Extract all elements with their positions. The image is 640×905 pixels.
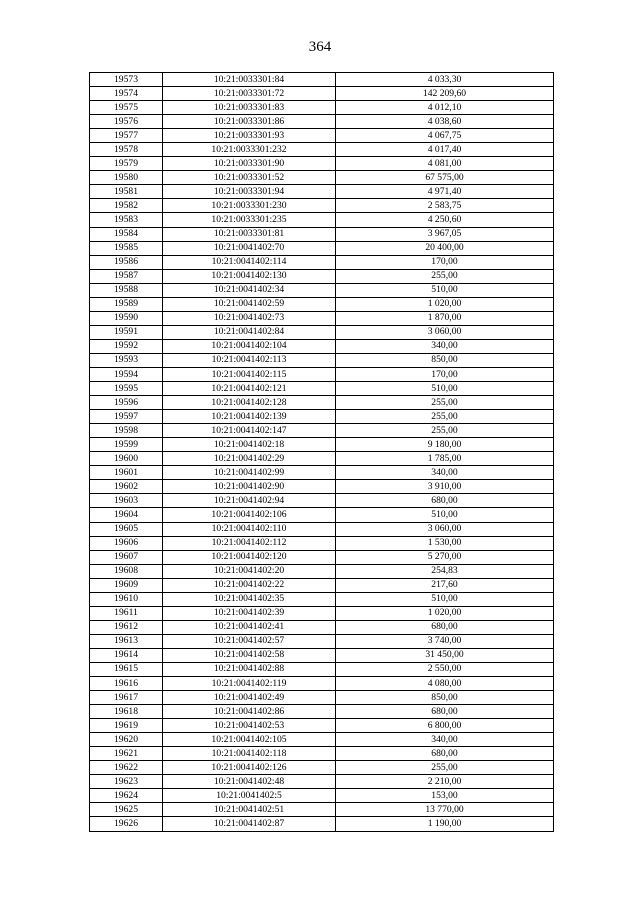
table-row xyxy=(90,269,554,283)
row-number-cell: 19619 xyxy=(90,719,163,733)
table-row xyxy=(90,396,554,410)
cadastral-number-cell: 10:21:0033301:52 xyxy=(163,171,336,185)
cadastral-number-cell: 10:21:0041402:70 xyxy=(163,241,336,255)
cadastral-value-cell: 2 550,00 xyxy=(336,662,554,676)
table-row xyxy=(90,564,554,578)
cadastral-value-cell: 510,00 xyxy=(336,283,554,297)
cadastral-number-cell: 10:21:0033301:235 xyxy=(163,213,336,227)
cadastral-number-cell: 10:21:0041402:73 xyxy=(163,311,336,325)
table-row xyxy=(90,662,554,676)
row-number-cell: 19583 xyxy=(90,213,163,227)
table-row xyxy=(90,213,554,227)
cadastral-number-cell: 10:21:0041402:110 xyxy=(163,522,336,536)
cadastral-value-cell: 680,00 xyxy=(336,494,554,508)
row-number-cell: 19618 xyxy=(90,705,163,719)
table-row xyxy=(90,339,554,353)
table-row xyxy=(90,494,554,508)
cadastral-value-cell: 4 033,30 xyxy=(336,73,554,87)
cadastral-value-cell: 4 080,00 xyxy=(336,677,554,691)
row-number-cell: 19598 xyxy=(90,424,163,438)
row-number-cell: 19586 xyxy=(90,255,163,269)
table-row xyxy=(90,199,554,213)
row-number-cell: 19588 xyxy=(90,283,163,297)
cadastral-number-cell: 10:21:0033301:232 xyxy=(163,143,336,157)
table-row xyxy=(90,325,554,339)
cadastral-number-cell: 10:21:0033301:83 xyxy=(163,101,336,115)
table-row xyxy=(90,733,554,747)
row-number-cell: 19620 xyxy=(90,733,163,747)
cadastral-number-cell: 10:21:0041402:48 xyxy=(163,775,336,789)
row-number-cell: 19577 xyxy=(90,129,163,143)
row-number-cell: 19589 xyxy=(90,297,163,311)
cadastral-value-cell: 1 870,00 xyxy=(336,311,554,325)
row-number-cell: 19593 xyxy=(90,353,163,367)
cadastral-number-cell: 10:21:0041402:126 xyxy=(163,761,336,775)
table-row xyxy=(90,171,554,185)
row-number-cell: 19580 xyxy=(90,171,163,185)
cadastral-number-cell: 10:21:0041402:120 xyxy=(163,550,336,564)
table-row xyxy=(90,255,554,269)
cadastral-value-cell: 1 530,00 xyxy=(336,536,554,550)
cadastral-number-cell: 10:21:0041402:84 xyxy=(163,325,336,339)
cadastral-number-cell: 10:21:0033301:94 xyxy=(163,185,336,199)
cadastral-number-cell: 10:21:0041402:105 xyxy=(163,733,336,747)
cadastral-number-cell: 10:21:0041402:112 xyxy=(163,536,336,550)
row-number-cell: 19581 xyxy=(90,185,163,199)
cadastral-number-cell: 10:21:0041402:94 xyxy=(163,494,336,508)
row-number-cell: 19617 xyxy=(90,691,163,705)
cadastral-number-cell: 10:21:0033301:90 xyxy=(163,157,336,171)
table-row xyxy=(90,705,554,719)
cadastral-number-cell: 10:21:0033301:86 xyxy=(163,115,336,129)
table-row xyxy=(90,536,554,550)
table-row xyxy=(90,550,554,564)
table-row xyxy=(90,297,554,311)
cadastral-value-cell: 31 450,00 xyxy=(336,648,554,662)
table-row xyxy=(90,452,554,466)
row-number-cell: 19621 xyxy=(90,747,163,761)
cadastral-value-cell: 850,00 xyxy=(336,691,554,705)
table-row xyxy=(90,691,554,705)
cadastral-value-cell: 3 910,00 xyxy=(336,480,554,494)
table-row xyxy=(90,73,554,87)
cadastral-value-cell: 5 270,00 xyxy=(336,550,554,564)
row-number-cell: 19622 xyxy=(90,761,163,775)
cadastral-number-cell: 10:21:0033301:93 xyxy=(163,129,336,143)
row-number-cell: 19578 xyxy=(90,143,163,157)
row-number-cell: 19609 xyxy=(90,578,163,592)
cadastral-number-cell: 10:21:0041402:119 xyxy=(163,677,336,691)
table-row xyxy=(90,803,554,817)
row-number-cell: 19595 xyxy=(90,382,163,396)
cadastral-value-cell: 255,00 xyxy=(336,761,554,775)
row-number-cell: 19607 xyxy=(90,550,163,564)
cadastral-number-cell: 10:21:0033301:72 xyxy=(163,87,336,101)
table-row xyxy=(90,143,554,157)
table-row xyxy=(90,227,554,241)
cadastral-number-cell: 10:21:0041402:128 xyxy=(163,396,336,410)
cadastral-number-cell: 10:21:0033301:84 xyxy=(163,73,336,87)
cadastral-value-table xyxy=(89,72,554,832)
cadastral-number-cell: 10:21:0041402:88 xyxy=(163,662,336,676)
cadastral-value-cell: 13 770,00 xyxy=(336,803,554,817)
cadastral-value-cell: 850,00 xyxy=(336,353,554,367)
row-number-cell: 19602 xyxy=(90,480,163,494)
table-row xyxy=(90,311,554,325)
row-number-cell: 19601 xyxy=(90,466,163,480)
table-row xyxy=(90,620,554,634)
cadastral-value-cell: 1 190,00 xyxy=(336,817,554,831)
cadastral-number-cell: 10:21:0041402:57 xyxy=(163,634,336,648)
page-number: 364 xyxy=(308,39,332,55)
cadastral-number-cell: 10:21:0041402:34 xyxy=(163,283,336,297)
row-number-cell: 19615 xyxy=(90,662,163,676)
table-row xyxy=(90,115,554,129)
table-row xyxy=(90,241,554,255)
cadastral-value-cell: 340,00 xyxy=(336,339,554,353)
cadastral-value-cell: 4 250,60 xyxy=(336,213,554,227)
table-row xyxy=(90,480,554,494)
table-row xyxy=(90,578,554,592)
cadastral-number-cell: 10:21:0041402:115 xyxy=(163,367,336,381)
cadastral-value-cell: 2 583,75 xyxy=(336,199,554,213)
cadastral-value-cell: 217,60 xyxy=(336,578,554,592)
row-number-cell: 19599 xyxy=(90,438,163,452)
row-number-cell: 19594 xyxy=(90,367,163,381)
table-row xyxy=(90,438,554,452)
cadastral-value-cell: 680,00 xyxy=(336,705,554,719)
cadastral-value-cell: 170,00 xyxy=(336,255,554,269)
cadastral-value-cell: 4 971,40 xyxy=(336,185,554,199)
table-row xyxy=(90,157,554,171)
table-row xyxy=(90,747,554,761)
table-row xyxy=(90,719,554,733)
cadastral-number-cell: 10:21:0041402:58 xyxy=(163,648,336,662)
cadastral-number-cell: 10:21:0041402:87 xyxy=(163,817,336,831)
cadastral-value-cell: 255,00 xyxy=(336,424,554,438)
cadastral-value-cell: 510,00 xyxy=(336,382,554,396)
row-number-cell: 19579 xyxy=(90,157,163,171)
row-number-cell: 19614 xyxy=(90,648,163,662)
cadastral-number-cell: 10:21:0041402:41 xyxy=(163,620,336,634)
cadastral-number-cell: 10:21:0041402:29 xyxy=(163,452,336,466)
cadastral-value-cell: 255,00 xyxy=(336,269,554,283)
cadastral-number-cell: 10:21:0041402:106 xyxy=(163,508,336,522)
cadastral-value-cell: 4 012,10 xyxy=(336,101,554,115)
table-row xyxy=(90,606,554,620)
row-number-cell: 19613 xyxy=(90,634,163,648)
cadastral-value-cell: 680,00 xyxy=(336,747,554,761)
table-row xyxy=(90,185,554,199)
table-row xyxy=(90,592,554,606)
row-number-cell: 19610 xyxy=(90,592,163,606)
cadastral-number-cell: 10:21:0041402:51 xyxy=(163,803,336,817)
row-number-cell: 19612 xyxy=(90,620,163,634)
table-row xyxy=(90,761,554,775)
cadastral-value-cell: 3 967,05 xyxy=(336,227,554,241)
table-row xyxy=(90,634,554,648)
cadastral-value-cell: 1 020,00 xyxy=(336,606,554,620)
cadastral-number-cell: 10:21:0041402:49 xyxy=(163,691,336,705)
table-row xyxy=(90,648,554,662)
cadastral-number-cell: 10:21:0041402:104 xyxy=(163,339,336,353)
row-number-cell: 19603 xyxy=(90,494,163,508)
table-row xyxy=(90,466,554,480)
cadastral-value-cell: 3 740,00 xyxy=(336,634,554,648)
cadastral-number-cell: 10:21:0033301:230 xyxy=(163,199,336,213)
row-number-cell: 19585 xyxy=(90,241,163,255)
row-number-cell: 19604 xyxy=(90,508,163,522)
table-row xyxy=(90,508,554,522)
cadastral-number-cell: 10:21:0041402:20 xyxy=(163,564,336,578)
cadastral-value-cell: 67 575,00 xyxy=(336,171,554,185)
table-row xyxy=(90,522,554,536)
row-number-cell: 19625 xyxy=(90,803,163,817)
table-row xyxy=(90,87,554,101)
row-number-cell: 19624 xyxy=(90,789,163,803)
cadastral-value-cell: 4 017,40 xyxy=(336,143,554,157)
table-row xyxy=(90,677,554,691)
cadastral-value-cell: 254,83 xyxy=(336,564,554,578)
cadastral-number-cell: 10:21:0041402:18 xyxy=(163,438,336,452)
cadastral-number-cell: 10:21:0041402:130 xyxy=(163,269,336,283)
cadastral-number-cell: 10:21:0041402:59 xyxy=(163,297,336,311)
table-row xyxy=(90,410,554,424)
row-number-cell: 19574 xyxy=(90,87,163,101)
row-number-cell: 19576 xyxy=(90,115,163,129)
cadastral-number-cell: 10:21:0041402:86 xyxy=(163,705,336,719)
cadastral-value-cell: 340,00 xyxy=(336,733,554,747)
cadastral-number-cell: 10:21:0041402:39 xyxy=(163,606,336,620)
row-number-cell: 19605 xyxy=(90,522,163,536)
table-row xyxy=(90,789,554,803)
cadastral-number-cell: 10:21:0041402:147 xyxy=(163,424,336,438)
row-number-cell: 19606 xyxy=(90,536,163,550)
cadastral-value-cell: 4 038,60 xyxy=(336,115,554,129)
cadastral-value-cell: 4 067,75 xyxy=(336,129,554,143)
cadastral-number-cell: 10:21:0041402:121 xyxy=(163,382,336,396)
row-number-cell: 19591 xyxy=(90,325,163,339)
cadastral-value-cell: 255,00 xyxy=(336,396,554,410)
row-number-cell: 19590 xyxy=(90,311,163,325)
row-number-cell: 19573 xyxy=(90,73,163,87)
cadastral-number-cell: 10:21:0041402:90 xyxy=(163,480,336,494)
row-number-cell: 19592 xyxy=(90,339,163,353)
cadastral-value-cell: 3 060,00 xyxy=(336,325,554,339)
cadastral-number-cell: 10:21:0033301:81 xyxy=(163,227,336,241)
row-number-cell: 19575 xyxy=(90,101,163,115)
row-number-cell: 19608 xyxy=(90,564,163,578)
row-number-cell: 19597 xyxy=(90,410,163,424)
cadastral-value-cell: 680,00 xyxy=(336,620,554,634)
table-row xyxy=(90,424,554,438)
row-number-cell: 19584 xyxy=(90,227,163,241)
row-number-cell: 19596 xyxy=(90,396,163,410)
cadastral-value-cell: 9 180,00 xyxy=(336,438,554,452)
row-number-cell: 19626 xyxy=(90,817,163,831)
cadastral-value-cell: 142 209,60 xyxy=(336,87,554,101)
cadastral-number-cell: 10:21:0041402:113 xyxy=(163,353,336,367)
table-row xyxy=(90,775,554,789)
cadastral-value-cell: 6 800,00 xyxy=(336,719,554,733)
row-number-cell: 19623 xyxy=(90,775,163,789)
table-row xyxy=(90,101,554,115)
table-row xyxy=(90,129,554,143)
table-row xyxy=(90,353,554,367)
cadastral-value-cell: 170,00 xyxy=(336,367,554,381)
row-number-cell: 19600 xyxy=(90,452,163,466)
row-number-cell: 19616 xyxy=(90,677,163,691)
table-row xyxy=(90,382,554,396)
cadastral-value-cell: 340,00 xyxy=(336,466,554,480)
cadastral-value-cell: 3 060,00 xyxy=(336,522,554,536)
cadastral-value-cell: 510,00 xyxy=(336,592,554,606)
cadastral-value-cell: 4 081,00 xyxy=(336,157,554,171)
cadastral-number-cell: 10:21:0041402:22 xyxy=(163,578,336,592)
table-row xyxy=(90,367,554,381)
cadastral-value-cell: 1 020,00 xyxy=(336,297,554,311)
cadastral-number-cell: 10:21:0041402:53 xyxy=(163,719,336,733)
cadastral-value-cell: 510,00 xyxy=(336,508,554,522)
cadastral-value-cell: 20 400,00 xyxy=(336,241,554,255)
cadastral-number-cell: 10:21:0041402:118 xyxy=(163,747,336,761)
cadastral-value-cell: 153,00 xyxy=(336,789,554,803)
row-number-cell: 19587 xyxy=(90,269,163,283)
row-number-cell: 19582 xyxy=(90,199,163,213)
cadastral-value-cell: 255,00 xyxy=(336,410,554,424)
cadastral-value-cell: 1 785,00 xyxy=(336,452,554,466)
cadastral-number-cell: 10:21:0041402:35 xyxy=(163,592,336,606)
row-number-cell: 19611 xyxy=(90,606,163,620)
cadastral-number-cell: 10:21:0041402:139 xyxy=(163,410,336,424)
table-row xyxy=(90,283,554,297)
cadastral-number-cell: 10:21:0041402:99 xyxy=(163,466,336,480)
table-row xyxy=(90,817,554,831)
cadastral-number-cell: 10:21:0041402:114 xyxy=(163,255,336,269)
cadastral-number-cell: 10:21:0041402:5 xyxy=(163,789,336,803)
cadastral-value-cell: 2 210,00 xyxy=(336,775,554,789)
